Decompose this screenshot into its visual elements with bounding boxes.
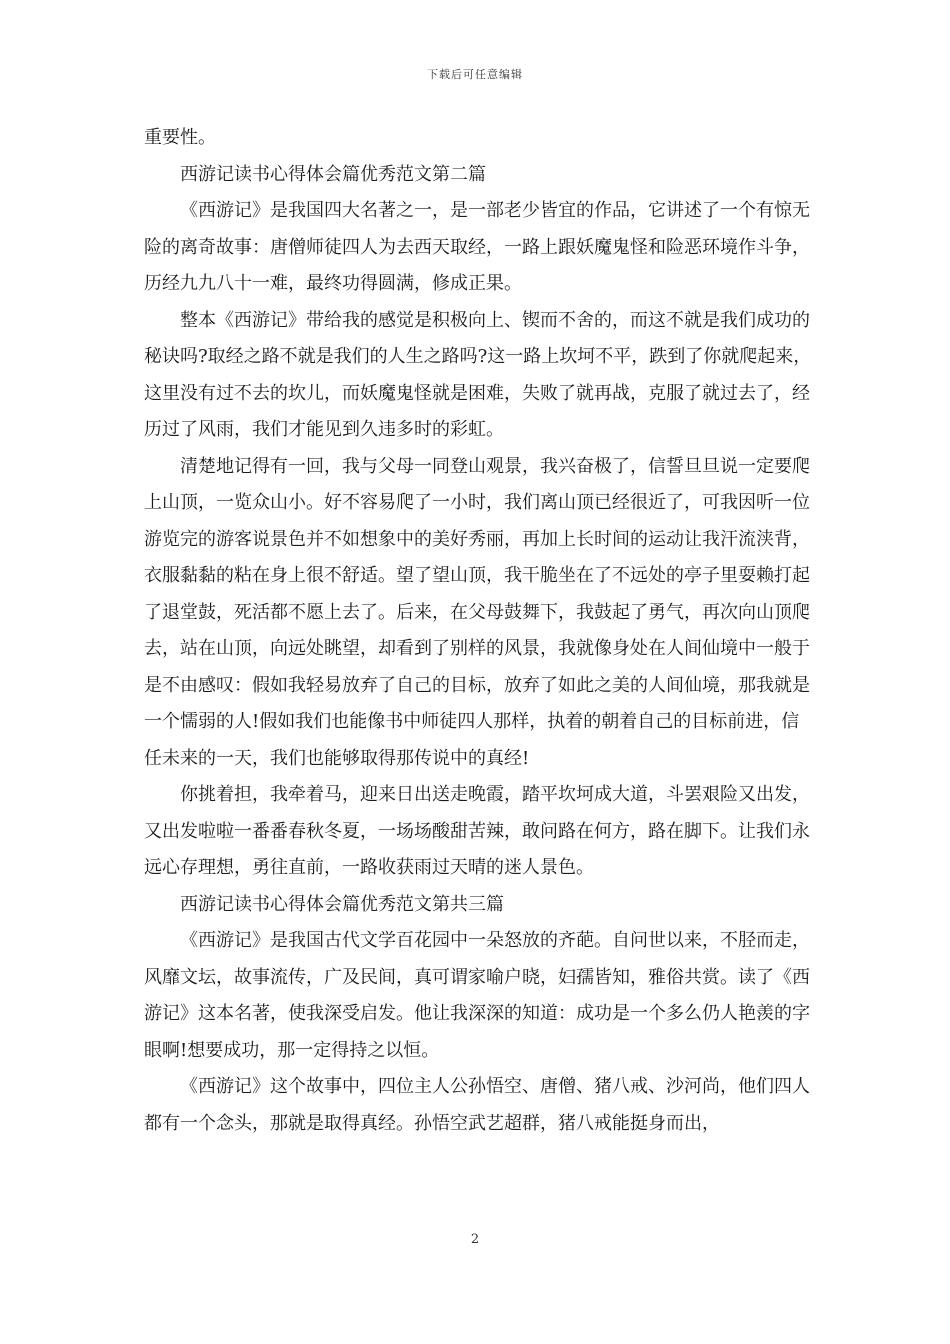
paragraph: 清楚地记得有一回，我与父母一同登山观景，我兴奋极了，信誓旦旦说一定要爬上山顶，一览众山小。好不容易爬了一小时，我们离山顶已经很近了，可我因听一位游览完的游客说景色并不如想象中的美好秀丽，再加上长时间的运动让我汗流浃背，衣服黏黏的粘在身上很不舒适。望了望山顶，我干脆坐在了不远处的亭子里耍赖打起了退堂鼓，死活都不愿上去了。后来，在父母鼓舞下，我鼓起了勇气，再次向山顶爬去，站在山顶，向远处眺望，却看到了别样的风景，我就像身处在人间仙境中一般于是不由感叹：假如我轻易放弃了自己的目标，放弃了如此之美的人间仙境，那我就是一个懦弱的人!假如我们也能像书中师徒四人那样，执着的朝着自己的目标前进，信任未来的一天，我们也能够取得那传说中的真经! [144, 455, 810, 769]
paragraph-continuation: 重要性。 [144, 127, 216, 148]
paragraph: 《西游记》这个故事中，四位主人公孙悟空、唐僧、猪八戒、沙河尚，他们四人都有一个念头，那就是取得真经。孙悟空武艺超群，猪八戒能挺身而出， [144, 1076, 810, 1134]
document-body [144, 120, 814, 1142]
paragraph: 《西游记》是我国四大名著之一，是一部老少皆宜的作品，它讲述了一个有惊无险的离奇故事：唐僧师徒四人为去西天取经，一路上跟妖魔鬼怪和险恶环境作斗争，历经九九八十一难，最终功得圆满，修成正果。 [144, 200, 810, 294]
page-number: 2 [470, 1232, 480, 1247]
paragraph: 《西游记》是我国古代文学百花园中一朵怒放的齐葩。自问世以来，不胫而走，风靡文坛，故事流传，广及民间，真可谓家喻户晓，妇孺皆知，雅俗共赏。读了《西游记》这本名著，使我深受启发。他让我深深的知道：成功是一个多么仍人艳羡的字眼啊!想要成功，那一定得持之以恒。 [144, 930, 810, 1061]
paragraph: 你挑着担，我牵着马，迎来日出送走晚霞，踏平坎坷成大道，斗罢艰险又出发，又出发啦啦一番番春秋冬夏，一场场酸甜苦辣，敢问路在何方，路在脚下。让我们永远心存理想，勇往直前，一路收获雨过天晴的迷人景色。 [144, 784, 810, 878]
paragraph: 整本《西游记》带给我的感觉是积极向上、锲而不舍的，而这不就是我们成功的秘诀吗?取经之路不就是我们的人生之路吗?这一路上坎坷不平，跌到了你就爬起来，这里没有过不去的坎儿，而妖魔鬼怪就是困难，失败了就再战，克服了就过去了，经历过了风雨，我们才能见到久违多时的彩虹。 [144, 309, 812, 440]
section-heading: 西游记读书心得体会篇优秀范文第二篇 [180, 163, 486, 185]
section-heading: 西游记读书心得体会篇优秀范文第共三篇 [180, 893, 504, 915]
page-header: 下载后可任意编辑 [427, 68, 523, 81]
